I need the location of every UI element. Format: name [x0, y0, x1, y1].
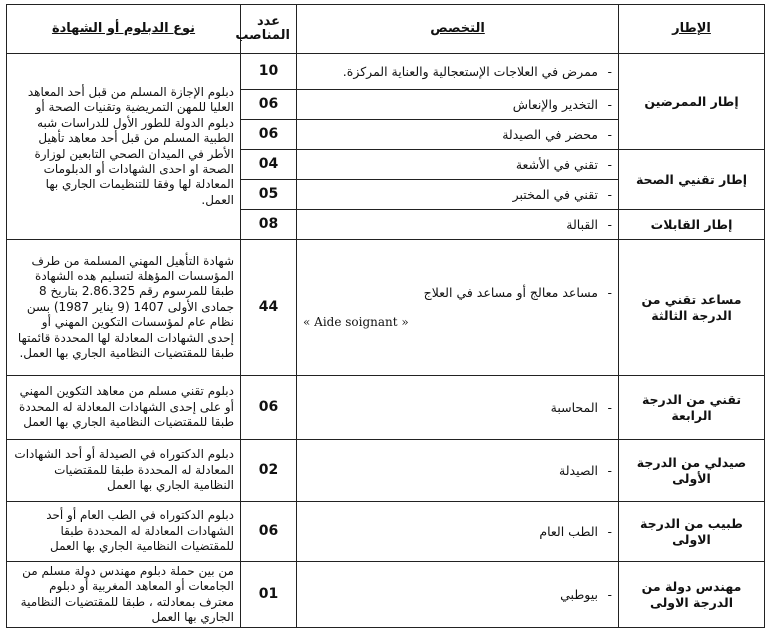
- count-cell: 44: [241, 240, 297, 376]
- specialty-cell: -القبالة: [297, 210, 619, 240]
- count-cell: 02: [241, 440, 297, 502]
- specialty-cell: -تقني في الأشعة: [297, 150, 619, 180]
- specialty-text: تقني في المختبر: [512, 186, 598, 202]
- degree-cell: من بين حملة دبلوم مهندس دولة مسلم من الجامعات أو المعاهد المغربية أو دبلوم معترف بمعادلته ، طبقا للمقتضيات النظامية الجاري بها العمل: [7, 562, 241, 628]
- specialty-cell: -ممرض في العلاجات الإستعجالية والعناية المركزة.: [297, 54, 619, 90]
- count-cell: 06: [241, 376, 297, 440]
- specialty-cell: -الطب العام: [297, 502, 619, 562]
- table-row: [7, 440, 765, 502]
- specialty-text: محضر في الصيدلة: [502, 126, 598, 142]
- specialty-text: مساعد معالج أو مساعد في العلاج: [423, 285, 598, 301]
- degree-cell: شهادة التأهيل المهني المسلمة من طرف المؤسسات المؤهلة لتسليم هده الشهادة طبقا للمرسوم رقم 2.86.325 بتاريخ 8 جمادى الأولى 1407 (9 يناير 1987) بسن نظام عام لمؤسسات التكوين المهني أو إحدى الشهادات المعادلة لها المحددة قائمتها طبقا للمقتضيات النظامية الجاري بها العمل.: [7, 240, 241, 376]
- specialty-cell: -محضر في الصيدلة: [297, 120, 619, 150]
- header-specialty: التخصص: [297, 5, 619, 54]
- table-row: [7, 502, 765, 562]
- count-cell: 08: [241, 210, 297, 240]
- count-cell: 04: [241, 150, 297, 180]
- specialty-cell: -المحاسبة: [297, 376, 619, 440]
- specialty-text: ممرض في العلاجات الإستعجالية والعناية المركزة.: [342, 63, 598, 79]
- specialty-text: الصيدلة: [559, 462, 598, 478]
- header-frame: الإطار: [619, 5, 765, 54]
- specialty-cell: -بيوطبي: [297, 562, 619, 628]
- table-row: [7, 240, 765, 376]
- specialty-text: التخدير والإنعاش: [512, 96, 598, 112]
- frame-cell: مساعد تقني من الدرجة الثالثة: [619, 240, 765, 376]
- positions-table: [6, 4, 765, 628]
- specialty-text: المحاسبة: [550, 399, 598, 415]
- frame-cell: طبيب من الدرجة الاولى: [619, 502, 765, 562]
- frame-cell: صيدلي من الدرجة الأولى: [619, 440, 765, 502]
- specialty-text: الطب العام: [539, 523, 598, 539]
- frame-cell: إطار القابلات: [619, 210, 765, 240]
- specialty-text: بيوطبي: [560, 586, 598, 602]
- frame-cell: تقني من الدرجة الرابعة: [619, 376, 765, 440]
- table-row: [7, 376, 765, 440]
- count-cell: 05: [241, 180, 297, 210]
- table-row: [7, 54, 765, 90]
- frame-cell: إطار الممرضين: [619, 54, 765, 150]
- table-row: [7, 562, 765, 628]
- frame-cell: مهندس دولة من الدرجة الاولى: [619, 562, 765, 628]
- header-row: [7, 5, 765, 54]
- count-cell: 06: [241, 120, 297, 150]
- count-cell: 06: [241, 90, 297, 120]
- specialty-cell: -مساعد معالج أو مساعد في العلاج « Aide soignant »: [297, 240, 619, 376]
- header-degree: نوع الدبلوم أو الشهادة: [7, 5, 241, 54]
- specialty-text: تقني في الأشعة: [515, 156, 598, 172]
- degree-cell: دبلوم الدكتوراه في الطب العام أو أحد الشهادات المعادلة له المحددة طبقا للمقتضيات النظامية الجاري بها العمل: [7, 502, 241, 562]
- count-cell: 01: [241, 562, 297, 628]
- count-cell: 10: [241, 54, 297, 90]
- specialty-cell: -تقني في المختبر: [297, 180, 619, 210]
- specialty-cell: -التخدير والإنعاش: [297, 90, 619, 120]
- specialty-cell: -الصيدلة: [297, 440, 619, 502]
- degree-cell: دبلوم الدكتوراه في الصيدلة أو أحد الشهادات المعادلة له المحددة طبقا للمقتضيات النظامية الجاري بها العمل: [7, 440, 241, 502]
- frame-cell: إطار تقنيي الصحة: [619, 150, 765, 210]
- degree-cell: دبلوم تقني مسلم من معاهد التكوين المهني أو على إحدى الشهادات المعادلة له المحددة طبقا للمقتضيات النظامية الجاري بها العمل: [7, 376, 241, 440]
- degree-cell: دبلوم الإجازة المسلم من قبل أحد المعاهد العليا للمهن التمريضية وتقنيات الصحة أو دبلوم الدولة للطور الأول للدراسات شبه الطبية المسلم من قبل أحد معاهد تأهيل الأطر في الميدان الصحي التابعين لوزارة الصحة او احدى الشهادات أو الدبلومات المعادلة لها وفقا للتنظيمات الجاري بها العمل.: [7, 54, 241, 240]
- count-cell: 06: [241, 502, 297, 562]
- specialty-text: القبالة: [566, 216, 598, 232]
- specialty-latin: « Aide soignant »: [303, 314, 409, 329]
- header-count: عدد المناصب: [241, 5, 297, 54]
